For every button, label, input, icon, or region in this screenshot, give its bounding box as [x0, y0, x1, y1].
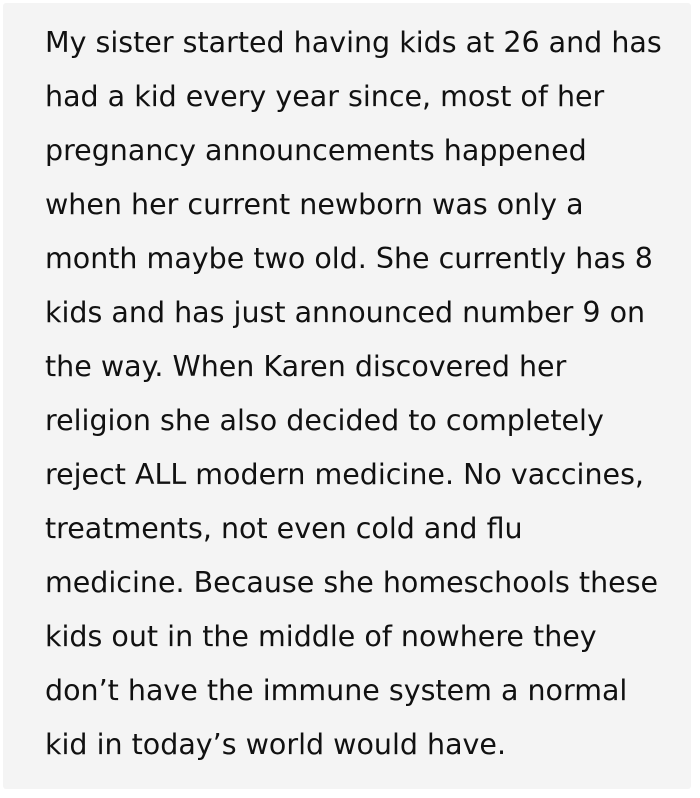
text-line: month maybe two old. She currently has 8 — [45, 242, 653, 275]
text-line: religion she also decided to completely — [45, 404, 604, 437]
text-line: pregnancy announcements happened — [45, 134, 587, 167]
text-line: kids out in the middle of nowhere they — [45, 620, 597, 653]
text-line: medicine. Because she homeschools these — [45, 566, 659, 599]
text-line: when her current newborn was only a — [45, 188, 584, 221]
quote-card — [3, 3, 691, 789]
text-line: the way. When Karen discovered her — [45, 350, 567, 383]
text-line: had a kid every year since, most of her — [45, 80, 605, 113]
text-line: reject ALL modern medicine. No vaccines, — [45, 458, 644, 491]
post-text — [3, 3, 691, 772]
text-line: My sister started having kids at 26 and has — [45, 26, 662, 59]
text-line: kids and has just announced number 9 on — [45, 296, 646, 329]
text-line: treatments, not even cold and flu — [45, 512, 523, 545]
text-line: kid in today’s world would have. — [45, 728, 507, 761]
text-line: don’t have the immune system a normal — [45, 674, 628, 707]
